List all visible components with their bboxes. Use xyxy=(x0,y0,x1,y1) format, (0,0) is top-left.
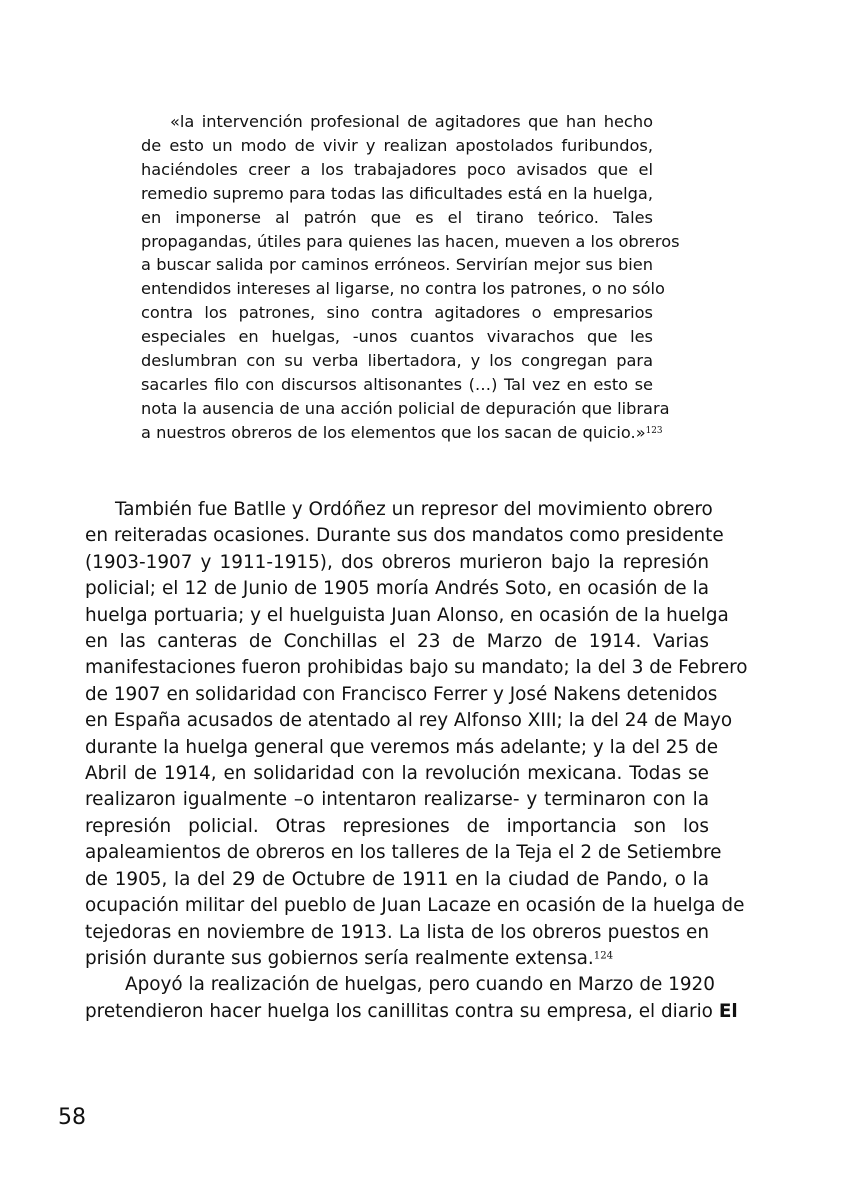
quote-line: a buscar salida por caminos erróneos. Servirían mejor sus bien xyxy=(141,255,653,275)
quote-line-text: a nuestros obreros de los elementos que los sacan de quicio.» xyxy=(141,422,646,442)
footnote-marker: 124 xyxy=(593,950,614,962)
page-number: 58 xyxy=(58,1105,86,1130)
body-line: manifestaciones fueron prohibidas bajo su mandato; la del 3 de Febrero xyxy=(85,657,748,679)
quote-line: sacarles filo con discursos altisonantes (…) Tal vez en esto se xyxy=(141,374,653,394)
body-line: apaleamientos de obreros en los talleres de la Teja el 2 de Setiembre xyxy=(85,842,722,864)
body-text xyxy=(85,497,748,1025)
body-line-text: prisión durante sus gobiernos sería realmente extensa. xyxy=(85,947,594,969)
body-line-final xyxy=(85,999,738,1025)
body-line: policial; el 12 de Junio de 1905 moría Andrés Soto, en ocasión de la xyxy=(85,578,709,600)
newspaper-name-bold: El xyxy=(718,1000,738,1022)
quote-last-line xyxy=(141,421,663,445)
body-line: durante la huelga general que veremos más adelante; y la del 25 de xyxy=(85,736,719,758)
body-line: realizaron igualmente –o intentaron realizarse- y terminaron con la xyxy=(85,789,709,811)
quote-line: propagandas, útiles para quienes las hacen, mueven a los obreros xyxy=(141,231,680,251)
body-line: ocupación militar del pueblo de Juan Lacaze en ocasión de la huelga de xyxy=(85,895,745,917)
quote-line: nota la ausencia de una acción policial de depuración que librara xyxy=(141,398,670,418)
body-line: de 1905, la del 29 de Octubre de 1911 en la ciudad de Pando, o la xyxy=(85,868,709,890)
quote-line: en imponerse al patrón que es el tirano teórico. Tales xyxy=(141,207,653,227)
quote-line: especiales en huelgas, -unos cuantos vivarachos que les xyxy=(141,327,653,347)
body-line: Abril de 1914, en solidaridad con la revolución mexicana. Todas se xyxy=(85,763,709,785)
body-line: huelga portuaria; y el huelguista Juan Alonso, en ocasión de la huelga xyxy=(85,604,729,626)
quote-line: «la intervención profesional de agitadores que han hecho xyxy=(170,112,653,131)
body-line: Apoyó la realización de huelgas, pero cuando en Marzo de 1920 xyxy=(125,974,715,996)
body-line: en las canteras de Conchillas el 23 de Marzo de 1914. Varias xyxy=(85,631,709,653)
quote-line: haciéndoles creer a los trabajadores poco avisados que el xyxy=(141,159,653,179)
quote-line: contra los patrones, sino contra agitadores o empresarios xyxy=(141,303,653,323)
block-quote xyxy=(141,110,680,445)
quote-line: remedio supremo para todas las dificultades está en la huelga, xyxy=(141,183,653,203)
body-line: represión policial. Otras represiones de importancia son los xyxy=(85,815,709,837)
body-line: en reiteradas ocasiones. Durante sus dos mandatos como presidente xyxy=(85,525,724,547)
body-paragraph-end xyxy=(85,946,709,972)
body-line: (1903-1907 y 1911-1915), dos obreros murieron bajo la represión xyxy=(85,551,709,573)
footnote-marker: 123 xyxy=(645,425,663,436)
quote-line: de esto un modo de vivir y realizan apostolados furibundos, xyxy=(141,135,653,155)
quote-line: deslumbran con su verba libertadora, y los congregan para xyxy=(141,351,653,371)
body-line-text: pretendieron hacer huelga los canillitas contra su empresa, el diario xyxy=(85,1000,713,1022)
body-line: También fue Batlle y Ordóñez un represor del movimiento obrero xyxy=(115,499,713,520)
quote-line: entendidos intereses al ligarse, no contra los patrones, o no sólo xyxy=(141,279,665,299)
body-line: tejedoras en noviembre de 1913. La lista de los obreros puestos en xyxy=(85,921,709,943)
body-line: de 1907 en solidaridad con Francisco Ferrer y José Nakens detenidos xyxy=(85,683,718,705)
body-line: en España acusados de atentado al rey Alfonso XIII; la del 24 de Mayo xyxy=(85,710,733,732)
